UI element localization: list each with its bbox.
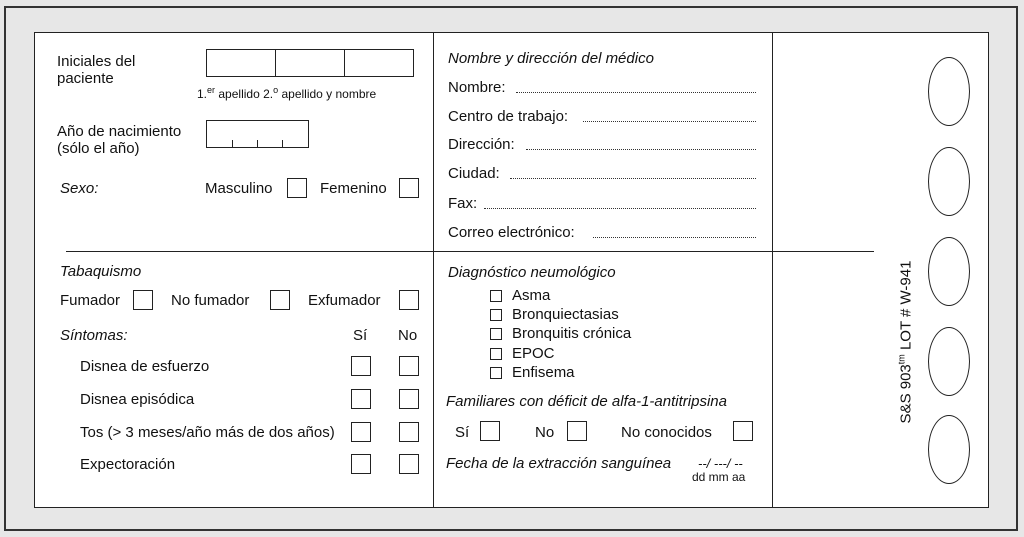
sub-1-num: 1.	[197, 87, 208, 101]
family-no-checkbox[interactable]	[567, 421, 587, 441]
family-unknown-label: No conocidos	[621, 424, 712, 441]
symptom-no-checkbox[interactable]	[399, 454, 419, 474]
diagnosis-label: Asma	[512, 287, 551, 304]
doctor-heading: Nombre y dirección del médico	[448, 50, 654, 67]
lot-prefix: S&S 903	[897, 364, 915, 424]
birth-label-1: Año de nacimiento	[57, 123, 182, 140]
sub-2-num: 2.	[263, 87, 274, 101]
blood-spot-circle	[928, 57, 970, 126]
blood-spot-circle	[928, 415, 970, 484]
initials-label-1: Iniciales del	[57, 53, 136, 70]
symptom-yes-checkbox[interactable]	[351, 389, 371, 409]
doctor-field-fax: Fax:	[448, 195, 478, 212]
family-yes-checkbox[interactable]	[480, 421, 500, 441]
family-no-label: No	[535, 424, 555, 441]
initials-field-1[interactable]	[206, 49, 276, 77]
divider-horizontal	[66, 251, 874, 252]
female-checkbox[interactable]	[399, 178, 419, 198]
diagnosis-label: Enfisema	[512, 364, 575, 381]
diagnosis-checkbox[interactable]	[490, 348, 502, 360]
non-smoker-label: No fumador	[171, 292, 250, 309]
diagnosis-checkbox[interactable]	[490, 290, 502, 302]
non-smoker-checkbox[interactable]	[270, 290, 290, 310]
initials-field-2[interactable]	[275, 49, 345, 77]
diagnosis-label: Bronquiectasias	[512, 306, 619, 323]
blood-date-value[interactable]: --/ ---/ --	[698, 456, 743, 471]
lot-number	[898, 261, 915, 424]
symptom-yes-checkbox[interactable]	[351, 356, 371, 376]
symptom-no-checkbox[interactable]	[399, 422, 419, 442]
symptoms-heading: Síntomas:	[60, 327, 128, 344]
doctor-field-email-line[interactable]	[593, 237, 756, 238]
ex-smoker-checkbox[interactable]	[399, 290, 419, 310]
doctor-field-name-line[interactable]	[516, 92, 756, 93]
blood-date-format: dd mm aa	[692, 470, 746, 484]
diagnosis-checkbox[interactable]	[490, 328, 502, 340]
diagnosis-checkbox[interactable]	[490, 309, 502, 321]
smoker-checkbox[interactable]	[133, 290, 153, 310]
initials-label-2: paciente	[57, 70, 114, 87]
male-label: Masculino	[205, 180, 273, 197]
symptom-label: Tos (> 3 meses/año más de dos años)	[80, 424, 335, 441]
diagnosis-label: EPOC	[512, 345, 555, 362]
male-checkbox[interactable]	[287, 178, 307, 198]
symptom-label: Disnea de esfuerzo	[80, 358, 210, 375]
divider-mid-right	[772, 32, 773, 508]
blood-spot-circle	[928, 237, 970, 306]
birth-label-2: (sólo el año)	[57, 140, 140, 157]
doctor-field-address-line[interactable]	[526, 149, 756, 150]
divider-left-mid	[433, 32, 434, 508]
family-yes-label: Sí	[455, 424, 470, 441]
birth-year-field[interactable]	[206, 120, 309, 148]
doctor-field-center-line[interactable]	[583, 121, 756, 122]
sub-1-word: apellido	[218, 87, 260, 101]
family-heading: Familiares con déficit de alfa-1-antitripsina	[446, 393, 727, 410]
initials-sublabel	[197, 86, 376, 103]
tick	[232, 140, 233, 147]
blood-spot-circle	[928, 327, 970, 396]
blood-spot-circle	[928, 147, 970, 216]
symptom-label: Disnea episódica	[80, 391, 195, 408]
ex-smoker-label: Exfumador	[308, 292, 381, 309]
lot-suffix: LOT # W-941	[897, 260, 915, 355]
smoker-label: Fumador	[60, 292, 121, 309]
doctor-field-address: Dirección:	[448, 136, 515, 153]
sex-label: Sexo:	[60, 180, 99, 197]
smoking-heading: Tabaquismo	[60, 263, 142, 280]
diagnosis-checkbox[interactable]	[490, 367, 502, 379]
symptom-yes-checkbox[interactable]	[351, 454, 371, 474]
symptom-no-checkbox[interactable]	[399, 389, 419, 409]
blood-date-label: Fecha de la extracción sanguínea	[446, 455, 672, 472]
family-unknown-checkbox[interactable]	[733, 421, 753, 441]
lot-sup: tm	[896, 354, 907, 365]
sub-2-word: apellido y nombre	[281, 87, 377, 101]
doctor-field-fax-line[interactable]	[484, 208, 756, 209]
diagnosis-heading: Diagnóstico neumológico	[448, 264, 616, 281]
symptom-label: Expectoración	[80, 456, 176, 473]
symptom-no-checkbox[interactable]	[399, 356, 419, 376]
tick	[257, 140, 258, 147]
doctor-field-email: Correo electrónico:	[448, 224, 575, 241]
symptoms-yes-header: Sí	[353, 327, 368, 344]
doctor-field-city-line[interactable]	[510, 178, 756, 179]
sub-2-sup: o	[273, 85, 279, 95]
doctor-field-city: Ciudad:	[448, 165, 500, 182]
female-label: Femenino	[320, 180, 387, 197]
tick	[282, 140, 283, 147]
doctor-field-name: Nombre:	[448, 79, 506, 96]
symptoms-no-header: No	[398, 327, 418, 344]
sub-1-sup: er	[207, 85, 216, 95]
doctor-field-center: Centro de trabajo:	[448, 108, 569, 125]
diagnosis-label: Bronquitis crónica	[512, 325, 632, 342]
initials-field-3[interactable]	[344, 49, 414, 77]
symptom-yes-checkbox[interactable]	[351, 422, 371, 442]
